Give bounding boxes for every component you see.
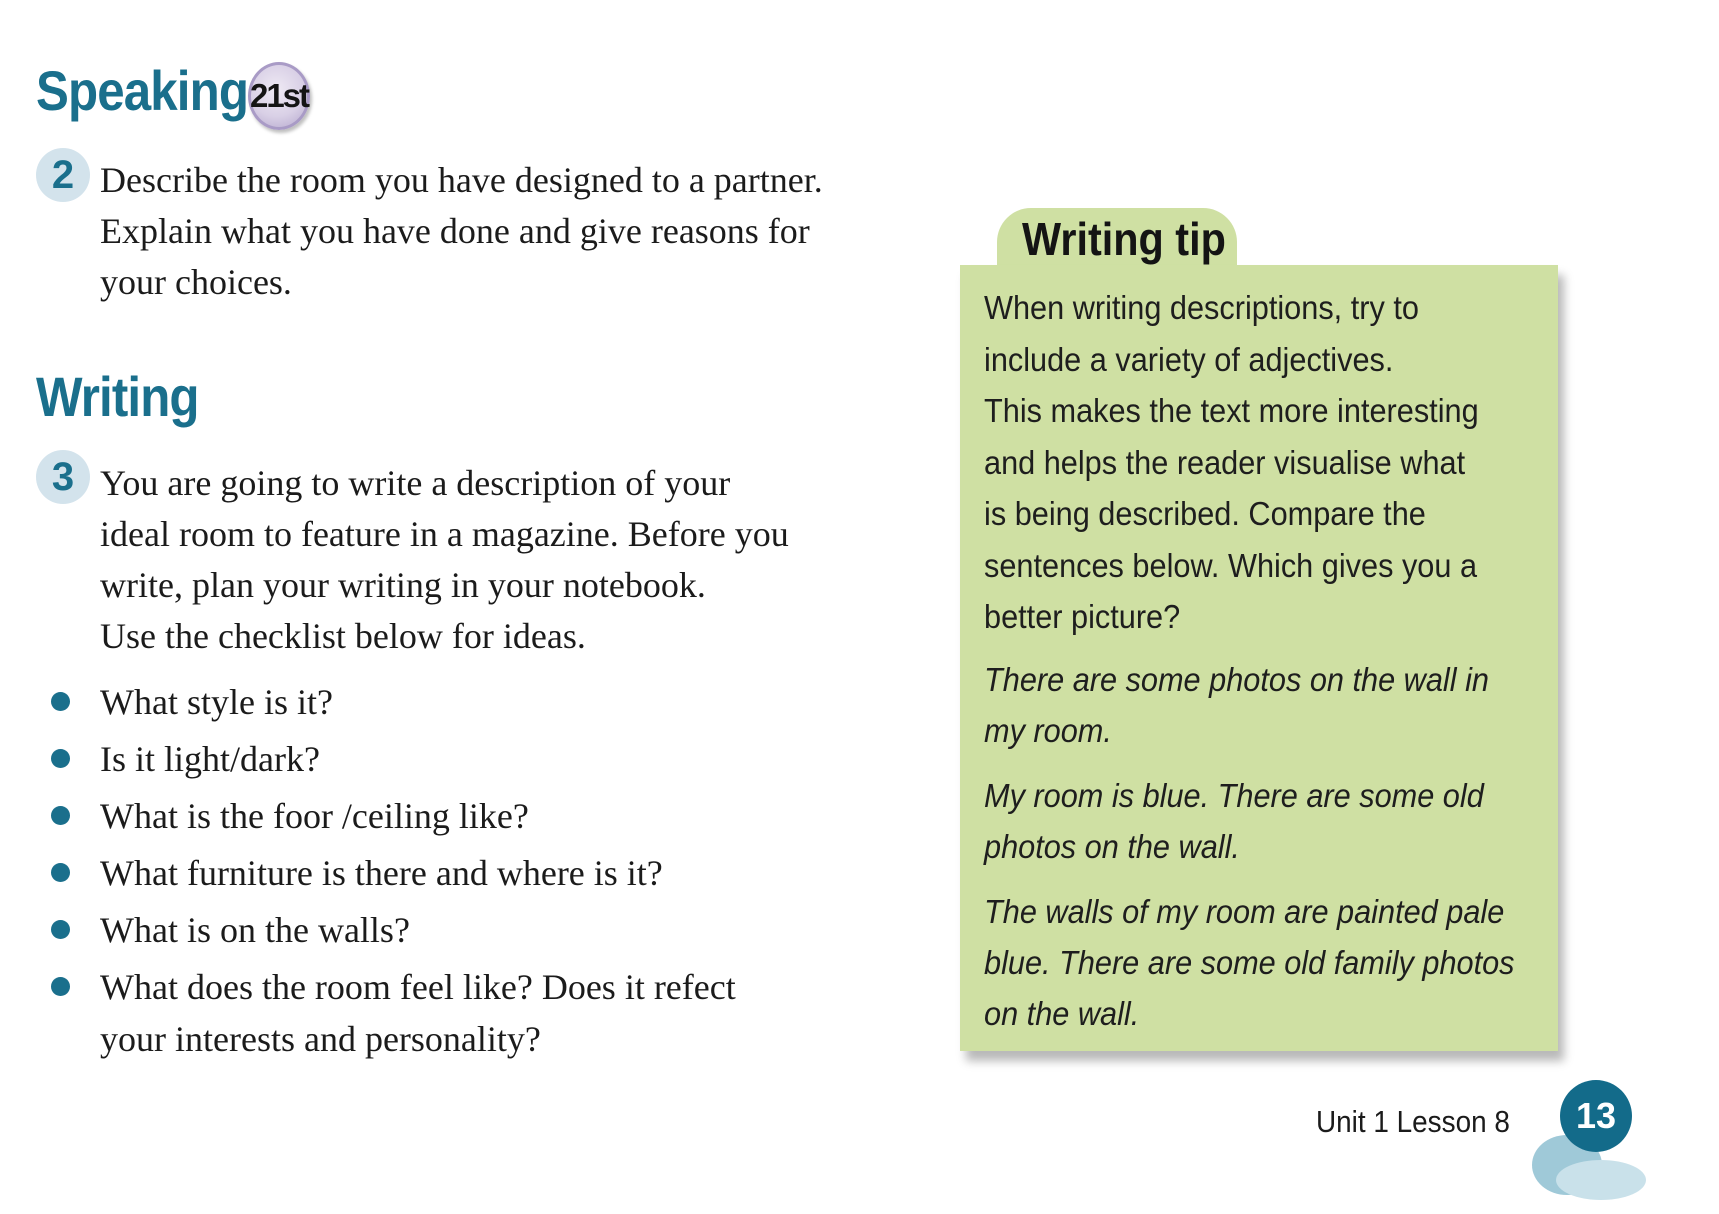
- bullet-icon: [51, 863, 70, 882]
- unit-lesson-label: Unit 1 Lesson 8: [1316, 1104, 1510, 1139]
- bullet-icon: [51, 806, 70, 825]
- tip-line: is being described. Compare the: [984, 495, 1426, 532]
- page-number-badge: [1560, 1080, 1632, 1152]
- checklist-item: [100, 961, 736, 1065]
- task-line: write, plan your writing in your notebook.: [100, 565, 706, 605]
- task-line: Describe the room you have designed to a partner.: [100, 160, 823, 200]
- example-line: There are some photos on the wall in: [984, 661, 1489, 698]
- 21st-century-skills-badge: [248, 62, 310, 130]
- tip-example-3: [984, 886, 1515, 1039]
- task-number-3: [36, 450, 90, 504]
- bullet-icon: [51, 920, 70, 939]
- task-3-instructions: [100, 458, 789, 662]
- checklist-text: What does the room feel like? Does it refect: [100, 967, 736, 1007]
- checklist-item: [100, 847, 736, 899]
- task-line: Use the checklist below for ideas.: [100, 616, 586, 656]
- example-line: my room.: [984, 712, 1112, 749]
- checklist-text: What furniture is there and where is it?: [100, 853, 663, 893]
- task-number-label: 3: [51, 454, 75, 499]
- writing-tip-title: Writing tip: [1022, 213, 1226, 265]
- example-line: photos on the wall.: [984, 828, 1240, 865]
- bullet-icon: [51, 977, 70, 996]
- tip-line: sentences below. Which gives you a: [984, 546, 1478, 584]
- bullet-icon: [51, 692, 70, 711]
- example-line: My room is blue. There are some old: [984, 777, 1484, 814]
- tip-line: This makes the text more interesting: [984, 392, 1479, 429]
- tip-line: and helps the reader visualise what: [984, 443, 1466, 481]
- task-line: Explain what you have done and give reasons for: [100, 211, 810, 251]
- example-line: on the wall.: [984, 995, 1140, 1032]
- page-number: 13: [1575, 1095, 1617, 1136]
- example-line: blue. There are some old family photos: [984, 944, 1515, 981]
- ideas-checklist: [100, 676, 736, 1065]
- decorative-circle: [1556, 1160, 1646, 1200]
- checklist-text: your interests and personality?: [100, 1019, 541, 1059]
- task-number-2: [36, 148, 90, 202]
- tip-line: better picture?: [984, 598, 1181, 635]
- checklist-item: [100, 676, 736, 728]
- task-line: your choices.: [100, 262, 292, 302]
- bullet-icon: [51, 749, 70, 768]
- task-2-instructions: [100, 155, 823, 308]
- tip-example-1: [984, 654, 1489, 756]
- writing-tip-body: [984, 282, 1479, 643]
- writing-heading: Writing: [36, 365, 199, 428]
- tip-line: include a variety of adjectives.: [984, 340, 1394, 378]
- example-line: The walls of my room are painted pale: [984, 893, 1505, 930]
- task-number-label: 2: [51, 152, 75, 197]
- checklist-item: [100, 790, 736, 842]
- badge-label: 21st: [249, 77, 309, 114]
- checklist-text: What is the foor /ceiling like?: [100, 796, 529, 836]
- checklist-item: [100, 904, 736, 956]
- task-line: You are going to write a description of your: [100, 463, 731, 503]
- speaking-heading: Speaking: [36, 59, 249, 122]
- checklist-item: [100, 733, 736, 785]
- checklist-text: What style is it?: [100, 682, 333, 722]
- task-line: ideal room to feature in a magazine. Before you: [100, 514, 789, 554]
- tip-line: When writing descriptions, try to: [984, 289, 1419, 326]
- checklist-text: What is on the walls?: [100, 910, 410, 950]
- tip-example-2: [984, 770, 1484, 872]
- checklist-text: Is it light/dark?: [100, 739, 320, 779]
